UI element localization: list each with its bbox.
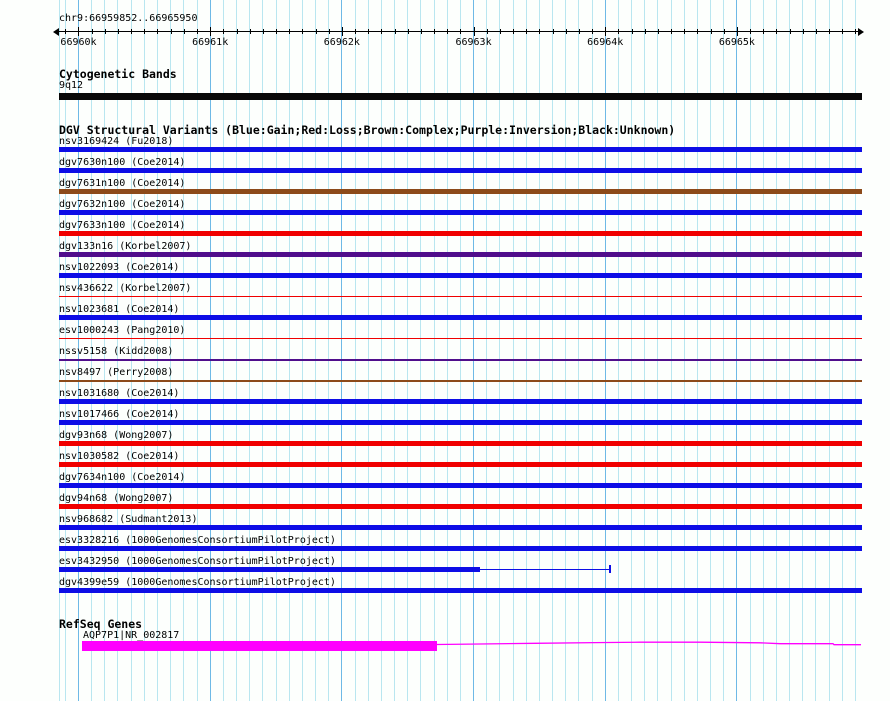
ruler-minor-tick: [157, 29, 158, 34]
track-label[interactable]: nsv968682 (Sudmant2013): [59, 514, 198, 525]
gridline: [302, 0, 303, 701]
gridline: [262, 0, 263, 701]
ruler-minor-tick: [724, 29, 725, 34]
ruler-minor-tick: [408, 29, 409, 34]
gridline: [236, 0, 237, 701]
gridline: [671, 0, 672, 701]
ruler-minor-tick: [237, 29, 238, 34]
gridline: [802, 0, 803, 701]
gridline: [315, 0, 316, 701]
variant-bar[interactable]: [59, 462, 862, 467]
ruler-minor-tick: [711, 29, 712, 34]
cytoband-label: 9q12: [59, 80, 84, 91]
ruler-left-arrow-icon: [53, 28, 59, 36]
track-label[interactable]: nsv1031680 (Coe2014): [59, 388, 180, 399]
gridline: [592, 0, 593, 701]
track-label[interactable]: dgv7634n100 (Coe2014): [59, 472, 186, 483]
ruler-minor-tick: [250, 29, 251, 34]
variant-bar[interactable]: [59, 441, 862, 446]
ruler-major-tick: [474, 27, 475, 36]
ruler-minor-tick: [803, 29, 804, 34]
ruler-minor-tick: [763, 29, 764, 34]
track-label[interactable]: dgv4399e59 (1000GenomesConsortiumPilotProject): [59, 577, 336, 588]
gridline: [697, 0, 698, 701]
gridline: [710, 0, 711, 701]
gridline: [328, 0, 329, 701]
ruler-minor-tick: [223, 29, 224, 34]
gridline: [657, 0, 658, 701]
gridline: [183, 0, 184, 701]
gridline: [368, 0, 369, 701]
ruler-minor-tick: [105, 29, 106, 34]
ruler-minor-tick: [421, 29, 422, 34]
track-label[interactable]: esv3328216 (1000GenomesConsortiumPilotProject): [59, 535, 336, 546]
track-label[interactable]: esv1000243 (Pang2010): [59, 325, 186, 336]
variant-bar[interactable]: [59, 168, 862, 173]
gene-intron-line: [437, 638, 866, 650]
track-label[interactable]: nsv436622 (Korbel2007): [59, 283, 192, 294]
variant-bar[interactable]: [59, 231, 862, 236]
variant-range-end-tick: [609, 565, 611, 573]
ruler-minor-tick: [697, 29, 698, 34]
ruler-minor-tick: [184, 29, 185, 34]
variant-line[interactable]: [59, 296, 862, 297]
track-label[interactable]: nsv1023681 (Coe2014): [59, 304, 180, 315]
gridline: [499, 0, 500, 701]
gridline: [394, 0, 395, 701]
ruler-minor-tick: [592, 29, 593, 34]
gridline: [842, 0, 843, 701]
track-label[interactable]: dgv7633n100 (Coe2014): [59, 220, 186, 231]
cytogenetic-section-title: Cytogenetic Bands: [59, 67, 177, 81]
gridline: [631, 0, 632, 701]
ruler-minor-tick: [645, 29, 646, 34]
gridline: [276, 0, 277, 701]
variant-bar[interactable]: [59, 252, 862, 257]
ruler-minor-tick: [500, 29, 501, 34]
ruler-minor-tick: [289, 29, 290, 34]
ruler-minor-tick: [276, 29, 277, 34]
variant-line[interactable]: [59, 359, 862, 361]
gridline: [460, 0, 461, 701]
variant-bar[interactable]: [59, 189, 862, 194]
gridline: [223, 0, 224, 701]
gridline: [434, 0, 435, 701]
variant-bar[interactable]: [59, 420, 862, 425]
gridline: [723, 0, 724, 701]
ruler-minor-tick: [171, 29, 172, 34]
track-label[interactable]: nsv1030582 (Coe2014): [59, 451, 180, 462]
ruler-minor-tick: [750, 29, 751, 34]
gridline: [197, 0, 198, 701]
ruler-minor-tick: [618, 29, 619, 34]
ruler-minor-tick: [329, 29, 330, 34]
refseq-section-title: RefSeq Genes: [59, 617, 143, 631]
gridline: [447, 0, 448, 701]
gridline: [407, 0, 408, 701]
ruler-minor-tick: [855, 29, 856, 34]
gridline-major: [341, 0, 342, 701]
ruler-tick-label: 66960k: [60, 37, 97, 48]
ruler-major-tick: [78, 27, 79, 36]
ruler-tick-label: 66963k: [455, 37, 492, 48]
gridline: [539, 0, 540, 701]
ruler-minor-tick: [526, 29, 527, 34]
track-label[interactable]: nsv1022093 (Coe2014): [59, 262, 180, 273]
track-label[interactable]: dgv133n16 (Korbel2007): [59, 241, 192, 252]
track-label[interactable]: dgv7631n100 (Coe2014): [59, 178, 186, 189]
variant-line[interactable]: [59, 338, 862, 339]
ruler-minor-tick: [302, 29, 303, 34]
ruler-minor-tick: [829, 29, 830, 34]
variant-line[interactable]: [59, 380, 862, 382]
ruler-minor-tick: [539, 29, 540, 34]
ruler-tick-label: 66965k: [718, 37, 755, 48]
gridline: [776, 0, 777, 701]
gridline: [789, 0, 790, 701]
ruler-minor-tick: [395, 29, 396, 34]
ruler-minor-tick: [316, 29, 317, 34]
track-label[interactable]: dgv7632n100 (Coe2014): [59, 199, 186, 210]
ruler-minor-tick: [566, 29, 567, 34]
gridline: [381, 0, 382, 701]
ruler-major-tick: [605, 27, 606, 36]
gridline: [420, 0, 421, 701]
gridline: [578, 0, 579, 701]
track-label[interactable]: nssv5158 (Kidd2008): [59, 346, 174, 357]
gridline: [618, 0, 619, 701]
ruler-right-arrow-icon: [858, 28, 864, 36]
ruler-minor-tick: [92, 29, 93, 34]
ruler-minor-tick: [144, 29, 145, 34]
track-label[interactable]: dgv7630n100 (Coe2014): [59, 157, 186, 168]
ruler-minor-tick: [658, 29, 659, 34]
variant-bar[interactable]: [59, 147, 862, 152]
track-label[interactable]: dgv93n68 (Wong2007): [59, 430, 174, 441]
ruler-minor-tick: [355, 29, 356, 34]
gridline: [513, 0, 514, 701]
track-label[interactable]: nsv1017466 (Coe2014): [59, 409, 180, 420]
ruler-minor-tick: [487, 29, 488, 34]
gridline-major: [736, 0, 737, 701]
variant-bar[interactable]: [59, 525, 862, 530]
gene-exon-bar[interactable]: [82, 641, 436, 651]
ruler-minor-tick: [553, 29, 554, 34]
gridline: [763, 0, 764, 701]
ruler-major-tick: [210, 27, 211, 36]
ruler-axis-line: [57, 31, 861, 32]
track-label[interactable]: nsv3169424 (Fu2018): [59, 136, 174, 147]
ruler-minor-tick: [776, 29, 777, 34]
gridline: [855, 0, 856, 701]
gridline: [249, 0, 250, 701]
gridline-major: [473, 0, 474, 701]
ruler-minor-tick: [263, 29, 264, 34]
gridline: [829, 0, 830, 701]
ruler-tick-label: 66961k: [192, 37, 229, 48]
variant-range-line: [480, 569, 610, 570]
ruler-minor-tick: [579, 29, 580, 34]
variant-bar[interactable]: [59, 567, 480, 572]
ruler-minor-tick: [790, 29, 791, 34]
ruler-minor-tick: [434, 29, 435, 34]
ruler-minor-tick: [381, 29, 382, 34]
variant-bar[interactable]: [59, 483, 862, 488]
gridline: [289, 0, 290, 701]
gridline: [355, 0, 356, 701]
variant-bar[interactable]: [59, 210, 862, 215]
gridline: [815, 0, 816, 701]
variant-bar[interactable]: [59, 273, 862, 278]
ruler-major-tick: [737, 27, 738, 36]
ruler-tick-label: 66962k: [323, 37, 360, 48]
ruler-minor-tick: [197, 29, 198, 34]
gridline: [486, 0, 487, 701]
gridline: [684, 0, 685, 701]
ruler-minor-tick: [118, 29, 119, 34]
ruler-minor-tick: [447, 29, 448, 34]
ruler-minor-tick: [65, 29, 66, 34]
ruler-major-tick: [342, 27, 343, 36]
variant-bar[interactable]: [59, 315, 862, 320]
gridline-major: [210, 0, 211, 701]
region-position-label: chr9:66959852..66965950: [59, 13, 198, 24]
dgv-section-title: DGV Structural Variants (Blue:Gain;Red:Loss;Brown:Complex;Purple:Inversion;Black:Unknown): [59, 123, 676, 137]
ruler-minor-tick: [842, 29, 843, 34]
gene-label[interactable]: AQP7P1|NR_002817: [83, 630, 180, 641]
ruler-minor-tick: [368, 29, 369, 34]
ruler-minor-tick: [671, 29, 672, 34]
gridline-major: [605, 0, 606, 701]
variant-bar[interactable]: [59, 399, 862, 404]
gridline: [750, 0, 751, 701]
ruler-tick-label: 66964k: [587, 37, 624, 48]
gridline: [552, 0, 553, 701]
gridline: [526, 0, 527, 701]
variant-bar[interactable]: [59, 588, 862, 593]
cytoband-bar[interactable]: [59, 93, 862, 100]
variant-bar[interactable]: [59, 504, 862, 509]
ruler-minor-tick: [513, 29, 514, 34]
ruler-minor-tick: [816, 29, 817, 34]
ruler-minor-tick: [632, 29, 633, 34]
track-label[interactable]: nsv8497 (Perry2008): [59, 367, 174, 378]
ruler-minor-tick: [131, 29, 132, 34]
variant-bar[interactable]: [59, 546, 862, 551]
ruler-minor-tick: [460, 29, 461, 34]
gridline: [644, 0, 645, 701]
track-label[interactable]: dgv94n68 (Wong2007): [59, 493, 174, 504]
gridline: [565, 0, 566, 701]
ruler-minor-tick: [684, 29, 685, 34]
track-label[interactable]: esv3432950 (1000GenomesConsortiumPilotProject): [59, 556, 336, 567]
